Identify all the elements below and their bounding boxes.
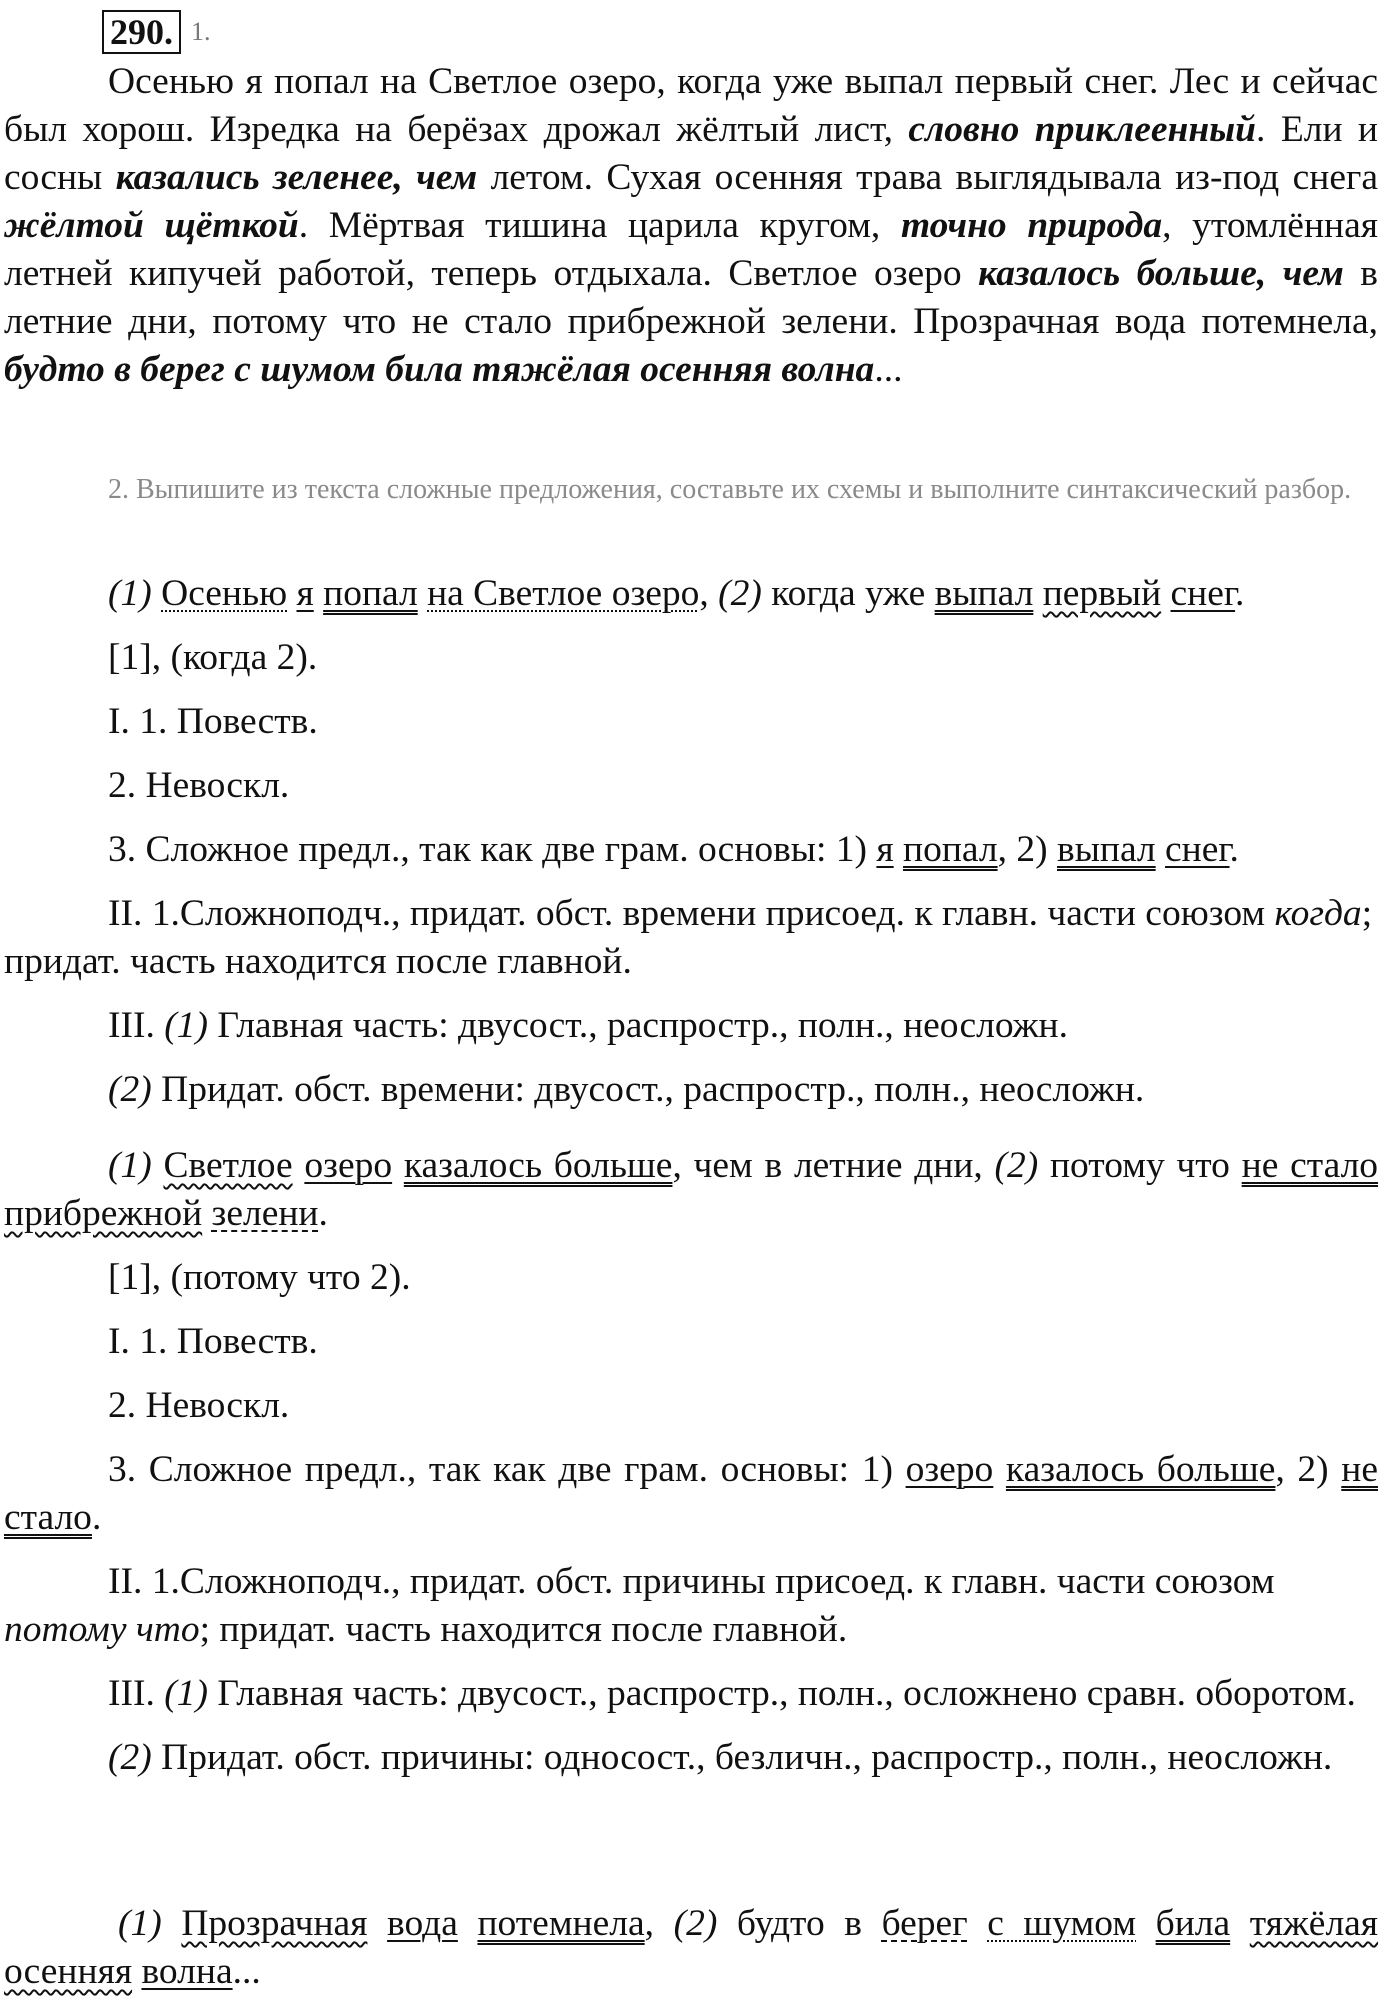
- predicate: попал: [323, 573, 418, 614]
- bold-comparison: словно приклеенный: [908, 109, 1257, 150]
- punct: .: [91, 1497, 102, 1538]
- subject: озеро: [304, 1145, 393, 1186]
- part-marker: (1): [108, 1145, 152, 1186]
- punct: .: [1229, 829, 1239, 870]
- text-run: , 2): [1275, 1449, 1342, 1490]
- text-run: . Мёртвая тишина царила кругом,: [298, 205, 901, 246]
- analysis-line: III. (1) Главная часть: двусост., распростр., полн., неосложн.: [108, 1005, 1068, 1046]
- subject: я: [296, 573, 314, 614]
- punct: ...: [232, 1951, 261, 1992]
- attribute: Прозрачная: [181, 1903, 368, 1944]
- analysis-line: 2. Невоскл.: [108, 1385, 290, 1426]
- analysis-2: [4, 1142, 1378, 1782]
- predicate: била: [1155, 1903, 1231, 1944]
- sentence-1: [4, 570, 1378, 618]
- punct: .: [1235, 573, 1245, 614]
- adverbial: с шумом: [987, 1903, 1137, 1944]
- task-2: [4, 470, 1378, 510]
- punct: .: [318, 1193, 328, 1234]
- text-run: Главная часть: двусост., распростр., полн., осложнено сравн. оборотом.: [207, 1673, 1356, 1714]
- text-run: , чем в летние дни,: [672, 1145, 995, 1186]
- text-run: Придат. обст. времени: двусост., распростр., полн., неосложн.: [151, 1069, 1145, 1110]
- conjunction: потому что: [4, 1609, 200, 1650]
- predicate: попал: [903, 829, 998, 870]
- exercise-number: 290.: [102, 10, 181, 54]
- part-marker: (1): [164, 1673, 208, 1714]
- analysis-3: [4, 1900, 1378, 1996]
- punct: ,: [644, 1903, 674, 1944]
- task-2-text: 2. Выпишите из текста сложные предложения, составьте их схемы и выполните синтаксический разбор.: [108, 474, 1352, 505]
- text-run: будто в: [717, 1903, 882, 1944]
- analysis-line: I. 1. Повеств.: [108, 701, 318, 742]
- subject: волна: [141, 1951, 233, 1992]
- text-run: Придат. обст. причины: односост., безличн., распростр., полн., неосложн.: [151, 1737, 1333, 1778]
- source-text: [4, 58, 1378, 394]
- text-run: ; придат. часть находится после главной.: [199, 1609, 848, 1650]
- text-run: в летние дни, потому что не стало прибрежной зелени. Прозрачная вода потемнела,: [4, 253, 1378, 342]
- analysis-line: [4, 1446, 1378, 1542]
- part-marker: (1): [108, 573, 152, 614]
- subject: я: [876, 829, 894, 870]
- predicate: выпал: [934, 573, 1034, 614]
- subject: озеро: [905, 1449, 994, 1490]
- analysis-line: [4, 1734, 1378, 1782]
- analysis-line: I. 1. Повеств.: [108, 1321, 318, 1362]
- text-run: ...: [874, 349, 903, 390]
- analysis-line: [4, 890, 1378, 986]
- analysis-1: [4, 570, 1378, 1114]
- bold-comparison: казались зеленее, чем: [115, 157, 478, 198]
- bold-comparison: точно природа: [900, 205, 1163, 246]
- predicate: казалось больше: [403, 1145, 673, 1186]
- text-run: ; придат. часть находится после главной.: [4, 893, 1373, 982]
- text-run: , утомлённая летней кипучей работой, теперь отдыхала. Светлое озеро: [4, 205, 1378, 294]
- predicate: не стало: [1241, 1145, 1379, 1186]
- sentence-2: [4, 1142, 1378, 1238]
- punct: ,: [699, 573, 719, 614]
- analysis-line: [4, 1558, 1378, 1654]
- exercise-header: [102, 6, 211, 56]
- subject: вода: [387, 1903, 458, 1944]
- part-marker: (2): [994, 1145, 1039, 1186]
- scheme-1: [1], (когда 2).: [108, 637, 318, 678]
- part-marker: (1): [118, 1903, 162, 1944]
- adverbial: Осенью: [161, 573, 288, 614]
- sentence-3: [4, 1900, 1378, 1996]
- text-run: потому что: [1038, 1145, 1242, 1186]
- text-run: летом. Сухая осенняя трава выглядывала из-под снега: [477, 157, 1378, 198]
- part-marker: (2): [108, 1737, 152, 1778]
- adverbial: на Светлое озеро: [427, 573, 700, 614]
- text-run: II. 1.Сложноподч., придат. обст. времени присоед. к главн. части союзом: [108, 893, 1275, 934]
- text-run: Главная часть: двусост., распростр., полн., неосложн.: [207, 1005, 1068, 1046]
- predicate: потемнела: [477, 1903, 645, 1944]
- subject: снег: [1165, 829, 1230, 870]
- analysis-line: [4, 1066, 1378, 1114]
- part-marker: (2): [718, 573, 762, 614]
- text-run: 3. Сложное предл., так как две грам. основы: 1): [108, 1449, 906, 1490]
- attribute: осенняя: [4, 1951, 133, 1992]
- attribute: прибрежной: [4, 1193, 203, 1234]
- bold-comparison: казалось больше, чем: [978, 253, 1344, 294]
- bold-comparison: жёлтой щёткой: [4, 205, 299, 246]
- text-run: 3. Сложное предл., так как две грам. основы: 1): [108, 829, 877, 870]
- text-run: , 2): [997, 829, 1057, 870]
- bold-comparison: будто в берег с шумом била тяжёлая осенняя волна: [4, 349, 875, 390]
- text-run: Осенью я попал на Светлое озеро, когда уже выпал первый снег. Лес и сейчас был хорош. Изредка на берёзах дрожал жёлтый лист,: [4, 61, 1378, 150]
- part-marker: (1): [164, 1005, 208, 1046]
- object: берег: [881, 1903, 968, 1944]
- text-run: . Ели и сосны: [4, 109, 1378, 198]
- analysis-line: [4, 826, 1378, 874]
- analysis-line: 2. Невоскл.: [108, 765, 290, 806]
- attribute: первый: [1042, 573, 1162, 614]
- source-paragraph: [4, 58, 1378, 394]
- conjunction: когда: [1274, 893, 1362, 934]
- text-run: когда уже: [761, 573, 935, 614]
- analysis-line: III. (1) Главная часть: двусост., распростр., полн., осложнено сравн. оборотом.: [108, 1673, 1356, 1714]
- predicate: казалось больше: [1005, 1449, 1276, 1490]
- object: зелени: [211, 1193, 319, 1234]
- task-number: 1.: [191, 17, 211, 47]
- attribute: Светлое: [163, 1145, 293, 1186]
- text-run: II. 1.Сложноподч., придат. обст. причины присоед. к главн. части союзом: [108, 1561, 1275, 1602]
- scheme-2: [1], (потому что 2).: [108, 1257, 411, 1298]
- predicate: выпал: [1056, 829, 1156, 870]
- part-marker: (2): [108, 1069, 152, 1110]
- attribute: тяжёлая: [1249, 1903, 1379, 1944]
- part-marker: (2): [673, 1903, 718, 1944]
- predicate: не стало: [4, 1449, 1378, 1538]
- subject: снег: [1170, 573, 1236, 614]
